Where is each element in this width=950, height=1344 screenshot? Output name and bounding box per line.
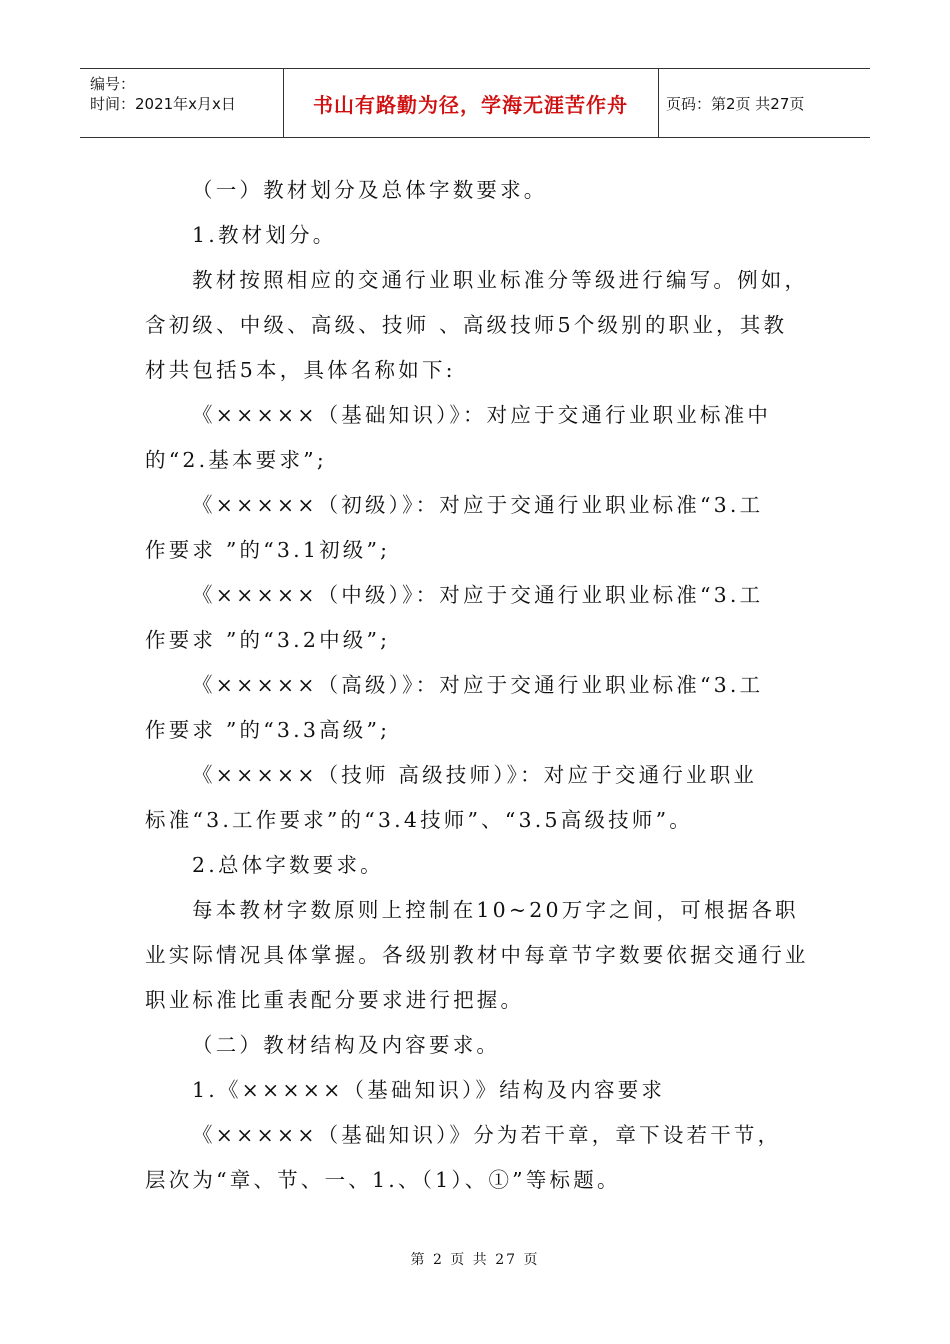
body-line: 含初级、中级、高级、技师 、高级技师5个级别的职业，其教	[145, 313, 788, 337]
body-line: 教材按照相应的交通行业职业标准分等级进行编写。例如，	[192, 268, 809, 292]
body-line: 《×××××（技师 高级技师）》：对应于交通行业职业	[192, 763, 758, 787]
header-motto: 书山有路勤为径，学海无涯苦作舟	[313, 92, 628, 117]
body-line: 2.总体字数要求。	[192, 853, 384, 877]
body-line: 标准“3.工作要求”的“3.4技师”、“3.5高级技师”。	[145, 808, 693, 832]
header-right-cell	[660, 69, 876, 137]
body-line: 材共包括5本，具体名称如下:	[145, 358, 456, 382]
body-line: 《×××××（初级）》：对应于交通行业职业标准“3.工	[192, 493, 764, 517]
body-line: 业实际情况具体掌握。各级别教材中每章节字数要依据交通行业	[145, 943, 809, 967]
body-line: 作要求 ”的“3.2中级”;	[145, 628, 391, 652]
header-left-cell	[80, 69, 284, 137]
body-line: 每本教材字数原则上控制在10~20万字之间，可根据各职	[192, 898, 799, 922]
header-page-info: 页码：第2页 共27页	[666, 94, 805, 113]
body-line: （一）教材划分及总体字数要求。	[192, 178, 548, 202]
body-line: 《×××××（基础知识）》：对应于交通行业职业标准中	[192, 403, 772, 427]
page-footer: 第 2 页 共 27 页	[410, 1252, 540, 1268]
page-header	[80, 68, 870, 138]
header-middle-cell	[283, 69, 659, 137]
body-line: 《×××××（基础知识）》分为若干章，章下设若干节，	[192, 1123, 782, 1147]
body-line: 《×××××（中级）》：对应于交通行业职业标准“3.工	[192, 583, 764, 607]
body-line: 1.教材划分。	[192, 223, 337, 247]
document-time-label: 时间：2021年x月x日	[90, 95, 236, 113]
body-line: 1.《×××××（基础知识）》结构及内容要求	[192, 1078, 666, 1102]
body-line: 作要求 ”的“3.1初级”;	[145, 538, 391, 562]
document-number-label: 编号：	[90, 75, 136, 93]
body-line: 《×××××（高级）》：对应于交通行业职业标准“3.工	[192, 673, 764, 697]
body-line: 的“2.基本要求”;	[145, 448, 327, 472]
body-line: （二）教材结构及内容要求。	[192, 1033, 501, 1057]
body-line: 职业标准比重表配分要求进行把握。	[145, 988, 525, 1012]
body-line: 层次为“章、节、一、1.、（1）、①”等标题。	[145, 1168, 621, 1192]
body-line: 作要求 ”的“3.3高级”;	[145, 718, 391, 742]
